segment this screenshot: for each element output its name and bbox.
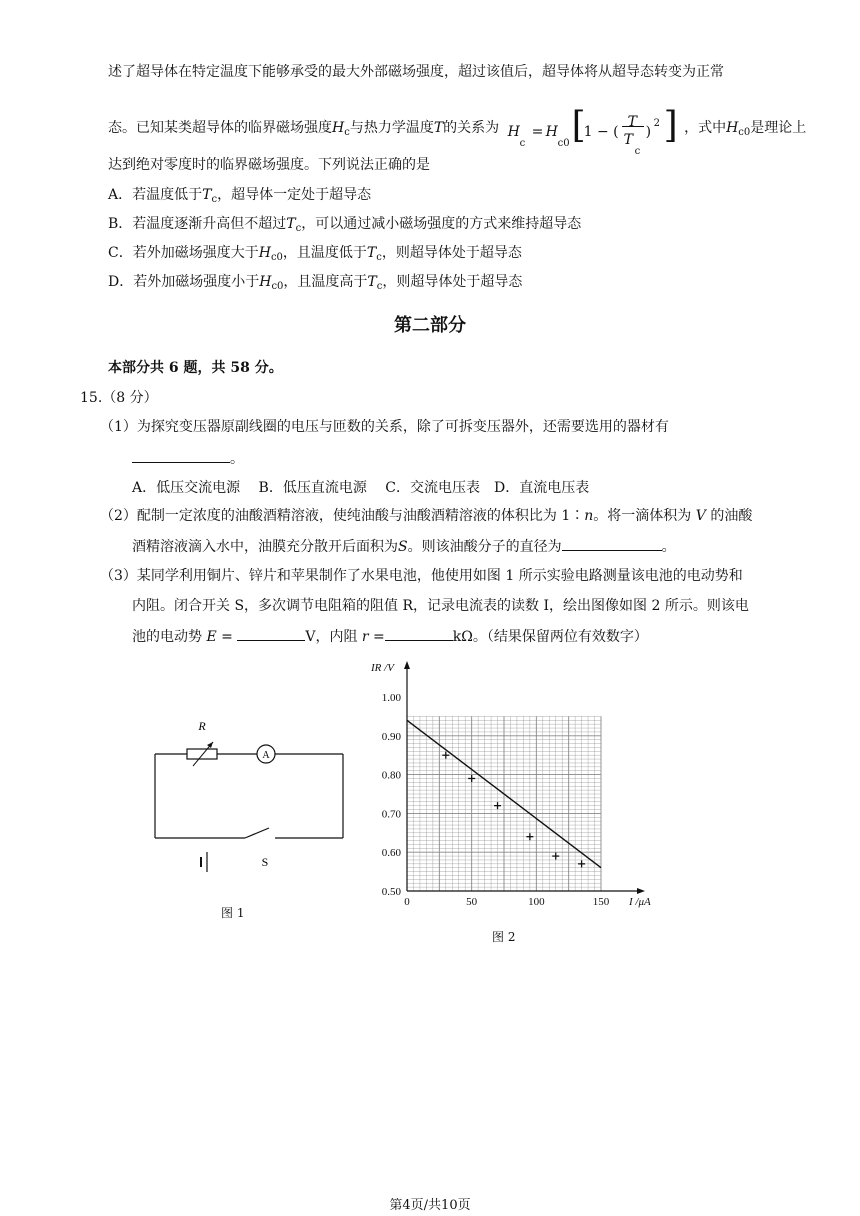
y-tick-label: 0.90: [381, 730, 401, 743]
y-tick-label: 0.60: [381, 847, 401, 860]
ammeter-label: A: [262, 750, 270, 761]
x-axis-label: I /μA: [629, 896, 651, 908]
figure2-caption: 图 2: [492, 930, 516, 944]
y-axis-label: IR /V: [371, 662, 394, 674]
x-tick-label: 50: [466, 896, 478, 908]
q15-part1-line2: 。: [132, 448, 244, 469]
answer-blank-resistance[interactable]: [385, 626, 453, 641]
y-tick-label: 0.80: [381, 769, 401, 782]
q15-part2-line1: （2）配制一定浓度的油酸酒精溶液，使纯油酸与油酸酒精溶液的体积比为 1∶n。将一滴体积为 V 的油酸: [100, 508, 753, 524]
y-tick-label: 1.00: [381, 692, 401, 704]
q15-part1-choices: A．低压交流电源 B．低压直流电源 C．交流电压表 D．直流电压表: [132, 480, 590, 496]
q15-part2-line2: 酒精溶液滴入水中，油膜充分散开后面积为S。则该油酸分子的直径为 。: [132, 536, 676, 557]
data-point: [494, 802, 501, 809]
part2-intro: 本部分共 6 题，共 58 分。: [108, 360, 283, 376]
data-point: [468, 775, 475, 782]
x-tick-label: 150: [592, 896, 610, 908]
data-point: [552, 853, 559, 860]
q15-part1-line1: （1）为探究变压器原副线圈的电压与匝数的关系，除了可拆变压器外，还需要选用的器材有: [100, 419, 669, 435]
switch-lever: [245, 828, 269, 838]
data-point: [578, 860, 585, 867]
q14-option-b: B．若温度逐渐升高但不超过$T_c$，可以通过减小磁场强度的方式来维持超导态: [108, 216, 582, 234]
q14-option-a: A．若温度低于$T_c$，超导体一定处于超导态: [108, 187, 372, 205]
figure1-caption: 图 1: [221, 906, 245, 920]
critical-field-formula: H c = H c0 [ 1 − ( T T c ) 2 ]: [507, 105, 678, 157]
part2-title: 第二部分: [394, 315, 466, 336]
switch-label: S: [261, 855, 269, 869]
q14-line1: 述了超导体在特定温度下能够承受的最大外部磁场强度，超过该值后，超导体将从超导态转变为正常: [108, 64, 724, 80]
data-point: [442, 752, 449, 759]
y-tick-label: 0.50: [381, 886, 401, 898]
rheostat-resistor: [187, 749, 217, 759]
data-point: [526, 833, 533, 840]
q15-part3-line1: （3）某同学利用铜片、锌片和苹果制作了水果电池，他使用如图 1 所示实验电路测量该电池的电动势和: [100, 568, 743, 584]
ir-vs-i-chart: [365, 655, 665, 925]
q15-part3-line2: 内阻。闭合开关 S，多次调节电阻箱的阻值 R，记录电流表的读数 I，绘出图像如图 2 所示。则该电: [132, 598, 749, 614]
x-tick-label: 0: [404, 896, 410, 908]
x-tick-label: 100: [528, 896, 545, 908]
answer-blank-2[interactable]: [562, 536, 662, 551]
y-tick-label: 0.70: [381, 808, 401, 821]
q14-option-c: C．若外加磁场强度大于$H_{c0}$，且温度低于$T_c$，则超导体处于超导态: [108, 245, 522, 263]
q14-option-d: D．若外加磁场强度小于$H_{c0}$，且温度高于$T_c$，则超导体处于超导态: [108, 274, 523, 292]
answer-blank-emf[interactable]: [237, 626, 305, 641]
rheostat-label: R: [198, 719, 206, 733]
q15-part3-line3: 池的电动势 E = V，内阻 r = kΩ。（结果保留两位有效数字）: [132, 626, 648, 647]
circuit-diagram: [145, 712, 365, 882]
q15-number: 15.（8 分）: [80, 390, 158, 406]
answer-blank-1[interactable]: [132, 448, 230, 463]
x-axis-arrow: [637, 888, 645, 894]
q14-line3: 达到绝对零度时的临界磁场强度。下列说法正确的是: [108, 157, 430, 173]
page-footer: 第4页/共10页: [389, 1198, 471, 1213]
y-axis-arrow: [404, 661, 410, 669]
q14-line2: 态。已知某类超导体的临界磁场强度$H_c$与热力学温度T的关系为 H c = H c0 [ 1 − ( T T c ) 2 ] ，式中$H_{c0}$是理论上: [108, 105, 807, 157]
